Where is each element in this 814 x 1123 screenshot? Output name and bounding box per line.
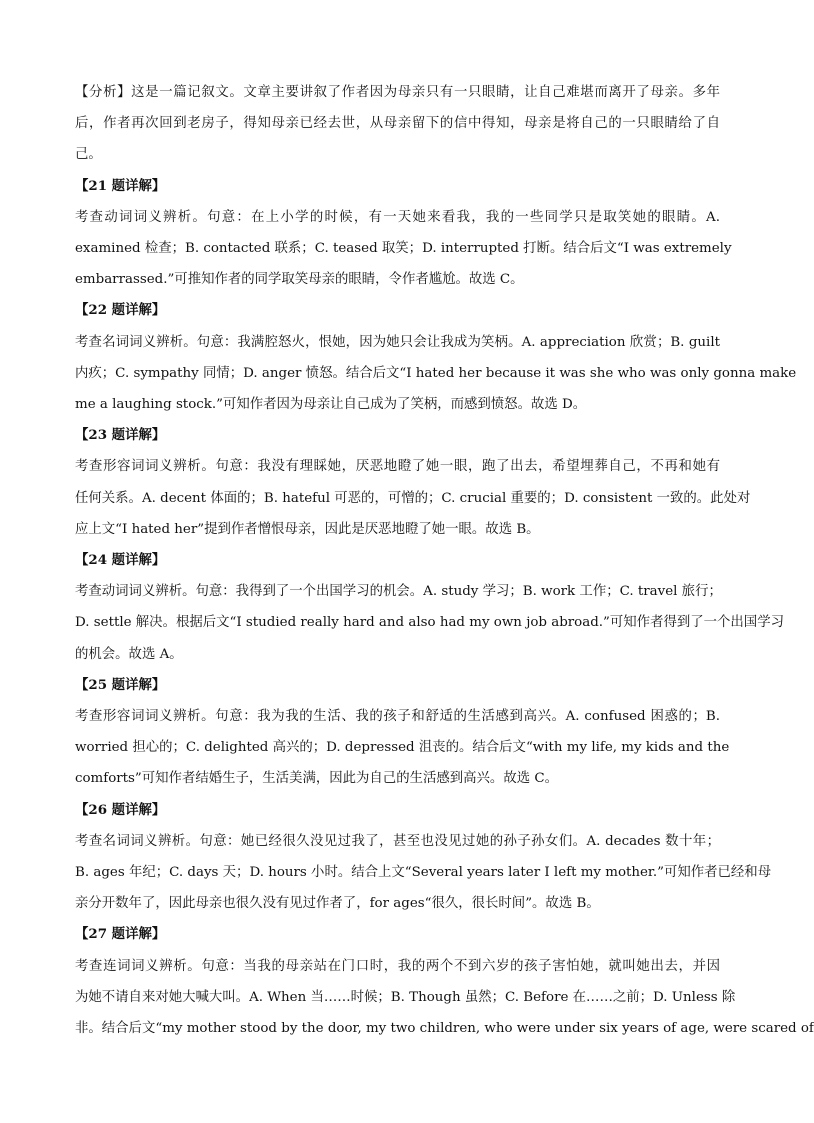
question-21-section: [75, 171, 732, 296]
analysis-line: 【分析】这是一篇记叙文。文章主要讲叙了作者因为母亲只有一只眼睛，让自己难堪而离开了母亲。多年: [75, 85, 720, 100]
question-22-section: [75, 295, 797, 420]
question-27-section: [75, 919, 814, 1044]
question-heading: 【25 题详解】: [75, 676, 166, 693]
question-line: comforts”可知作者结婚生子，生活美满，因此为自己的生活感到高兴。故选 C。: [75, 771, 558, 787]
question-heading: 【24 题详解】: [75, 552, 166, 569]
analysis-line: 后，作者再次回到老房子，得知母亲已经去世，从母亲留下的信中得知，母亲是将自己的一只眼睛给了自: [75, 116, 720, 132]
question-line: B. ages 年纪；C. days 天；D. hours 小时。结合上文“Several years later I left my mother.”可知作者已经和母: [75, 865, 772, 881]
question-line: 考查名词词义辨析。句意：我满腔怒火，恨她，因为她只会让我成为笑柄。A. appreciation 欣赏；B. guilt: [75, 334, 720, 350]
question-line: 内疚；C. sympathy 同情；D. anger 愤怒。结合后文“I hated her because it was she who was only gonna make: [75, 365, 797, 381]
question-line: 考查动词词义辨析。句意：在上小学的时候，有一天她来看我，我的一些同学只是取笑她的眼睛。A.: [75, 209, 720, 225]
question-heading: 【27 题详解】: [75, 926, 166, 943]
question-25-section: [75, 670, 730, 795]
question-line: 亲分开数年了，因此母亲也很久没有见过作者了，for ages“很久，很长时间”。故选 B。: [75, 896, 600, 912]
question-heading: 【21 题详解】: [75, 177, 166, 194]
question-line: examined 检查；B. contacted 联系；C. teased 取笑；D. interrupted 打断。结合后文“I was extremely: [75, 241, 732, 257]
question-26-section: [75, 795, 772, 920]
question-heading: 【26 题详解】: [75, 801, 166, 818]
question-line: embarrassed.”可推知作者的同学取笑母亲的眼睛，令作者尴尬。故选 C。: [75, 272, 524, 288]
question-line: D. settle 解决。根据后文“I studied really hard and also had my own job abroad.”可知作者得到了一个出国学习: [75, 615, 784, 631]
question-line: 的机会。故选 A。: [75, 646, 183, 662]
question-line: 考查名词词义辨析。句意：她已经很久没见过我了，甚至也没见过她的孙子孙女们。A. decades 数十年；: [75, 833, 720, 849]
analysis-line: 己。: [75, 147, 102, 163]
question-heading: 【22 题详解】: [75, 302, 166, 319]
question-line: 为她不请自来对她大喊大叫。A. When 当……时候；B. Though 虽然；C. Before 在……之前；D. Unless 除: [75, 989, 736, 1005]
question-line: me a laughing stock.”可知作者因为母亲让自己成为了笑柄，而感到愤怒。故选 D。: [75, 397, 587, 413]
question-23-section: [75, 420, 751, 545]
question-line: 考查连词词义辨析。句意：当我的母亲站在门口时，我的两个不到六岁的孩子害怕她，就叫她出去，并因: [75, 958, 720, 974]
question-line: 考查动词词义辨析。句意：我得到了一个出国学习的机会。A. study 学习；B. work 工作；C. travel 旅行；: [75, 584, 722, 600]
question-line: 考查形容词词义辨析。句意：我为我的生活、我的孩子和舒适的生活感到高兴。A. confused 困惑的；B.: [75, 709, 720, 725]
question-24-section: [75, 545, 784, 670]
analysis-paragraph: [75, 77, 720, 171]
question-line: 非。结合后文“my mother stood by the door, my two children, who were under six years of age, were scared of: [75, 1021, 814, 1037]
question-line: 任何关系。A. decent 体面的；B. hateful 可恶的，可憎的；C. crucial 重要的；D. consistent 一致的。此处对: [75, 490, 751, 506]
question-line: 应上文“I hated her”提到作者憎恨母亲，因此是厌恶地瞪了她一眼。故选 B。: [75, 521, 540, 537]
question-line: 考查形容词词义辨析。句意：我没有理睬她，厌恶地瞪了她一眼，跑了出去，希望埋葬自己，不再和她有: [75, 459, 720, 475]
question-heading: 【23 题详解】: [75, 427, 166, 444]
question-line: worried 担心的；C. delighted 高兴的；D. depressed 沮丧的。结合后文“with my life, my kids and the: [75, 740, 730, 756]
